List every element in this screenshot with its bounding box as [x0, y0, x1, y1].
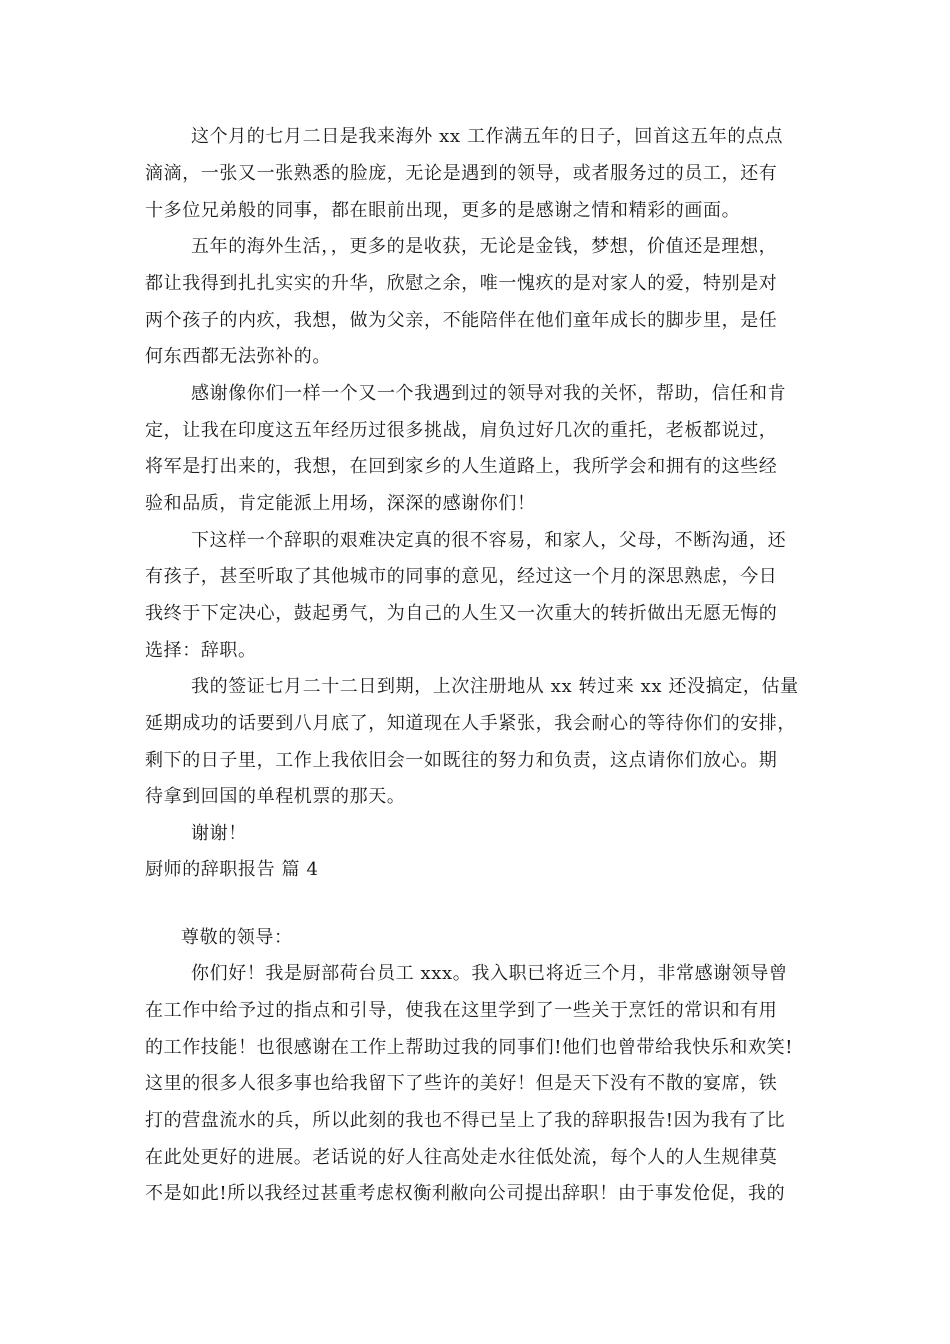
- paragraph-line: 下这样一个辞职的艰难决定真的很不容易，和家人，父母，不断沟通，还: [191, 530, 787, 551]
- paragraph-line: 在工作中给予过的指点和引导，使我在这里学到了一些关于烹饪的常识和有用: [145, 1000, 778, 1021]
- paragraph-line: 五年的海外生活，，更多的是收获，无论是金钱，梦想，价值还是理想，: [191, 236, 778, 257]
- paragraph-line: 在此处更好的进展。老话说的好人往高处走水往低处流，每个人的人生规律莫: [145, 1147, 778, 1168]
- paragraph-line: 你们好！我是厨部荷台员工 xxx。我入职已将近三个月，非常感谢领导曾: [191, 963, 788, 984]
- paragraph-line: 待拿到回国的单程机票的那天。: [145, 786, 406, 807]
- paragraph-line: 这里的很多人很多事也给我留下了些许的美好！但是天下没有不散的宴席，铁: [145, 1073, 778, 1094]
- paragraph-line: 延期成功的话要到八月底了，知道现在人手紧张，我会耐心的等待你们的安排，: [145, 713, 796, 734]
- paragraph-line: 有孩子，甚至听取了其他城市的同事的意见，经过这一个月的深思熟虑，今日: [145, 566, 778, 587]
- paragraph-line: 滴滴，一张又一张熟悉的脸庞，无论是遇到的领导，或者服务过的员工，还有: [145, 163, 778, 184]
- paragraph-line: 两个孩子的内疚，我想，做为父亲，不能陪伴在他们童年成长的脚步里，是任: [145, 310, 778, 331]
- paragraph-line: 打的营盘流水的兵，所以此刻的我也不得已呈上了我的辞职报告!因为我有了比: [145, 1110, 786, 1131]
- closing-thanks: 谢谢！: [191, 823, 247, 844]
- paragraph-line: 十多位兄弟般的同事，都在眼前出现，更多的是感谢之情和精彩的画面。: [145, 200, 741, 221]
- paragraph-line: 这个月的七月二日是我来海外 xx 工作满五年的日子，回首这五年的点点: [191, 126, 784, 147]
- paragraph-line: 我的签证七月二十二日到期，上次注册地从 xx 转过来 xx 还没搞定，估量: [191, 676, 799, 697]
- paragraph-line: 验和品质，肯定能派上用场，深深的感谢你们！: [145, 493, 536, 514]
- paragraph-line: 剩下的日子里，工作上我依旧会一如既往的努力和负责，这点请你们放心。期: [145, 750, 778, 771]
- paragraph-line: 选择：辞职。: [145, 640, 257, 661]
- paragraph-line: 的工作技能！也很感谢在工作上帮助过我的同事们!他们也曾带给我快乐和欢笑!: [145, 1037, 794, 1058]
- paragraph-line: 将军是打出来的，我想，在回到家乡的人生道路上，我所学会和拥有的这些经: [145, 456, 778, 477]
- paragraph-line: 感谢像你们一样一个又一个我遇到过的领导对我的关怀，帮助，信任和肯: [191, 383, 787, 404]
- paragraph-line: 不是如此!所以我经过甚重考虑权衡利敝向公司提出辞职！由于事发伧促，我的: [145, 1183, 786, 1204]
- paragraph-line: 都让我得到扎扎实实的升华，欣慰之余，唯一愧疚的是对家人的爱，特别是对: [145, 273, 778, 294]
- paragraph-line: 我终于下定决心，鼓起勇气，为自己的人生又一次重大的转折做出无愿无悔的: [145, 603, 778, 624]
- greeting: 尊敬的领导：: [181, 927, 293, 948]
- paragraph-line: 定，让我在印度这五年经历过很多挑战，肩负过好几次的重托，老板都说过，: [145, 420, 778, 441]
- section-heading: 厨师的辞职报告 篇 4: [145, 859, 319, 880]
- paragraph-line: 何东西都无法弥补的。: [145, 346, 331, 367]
